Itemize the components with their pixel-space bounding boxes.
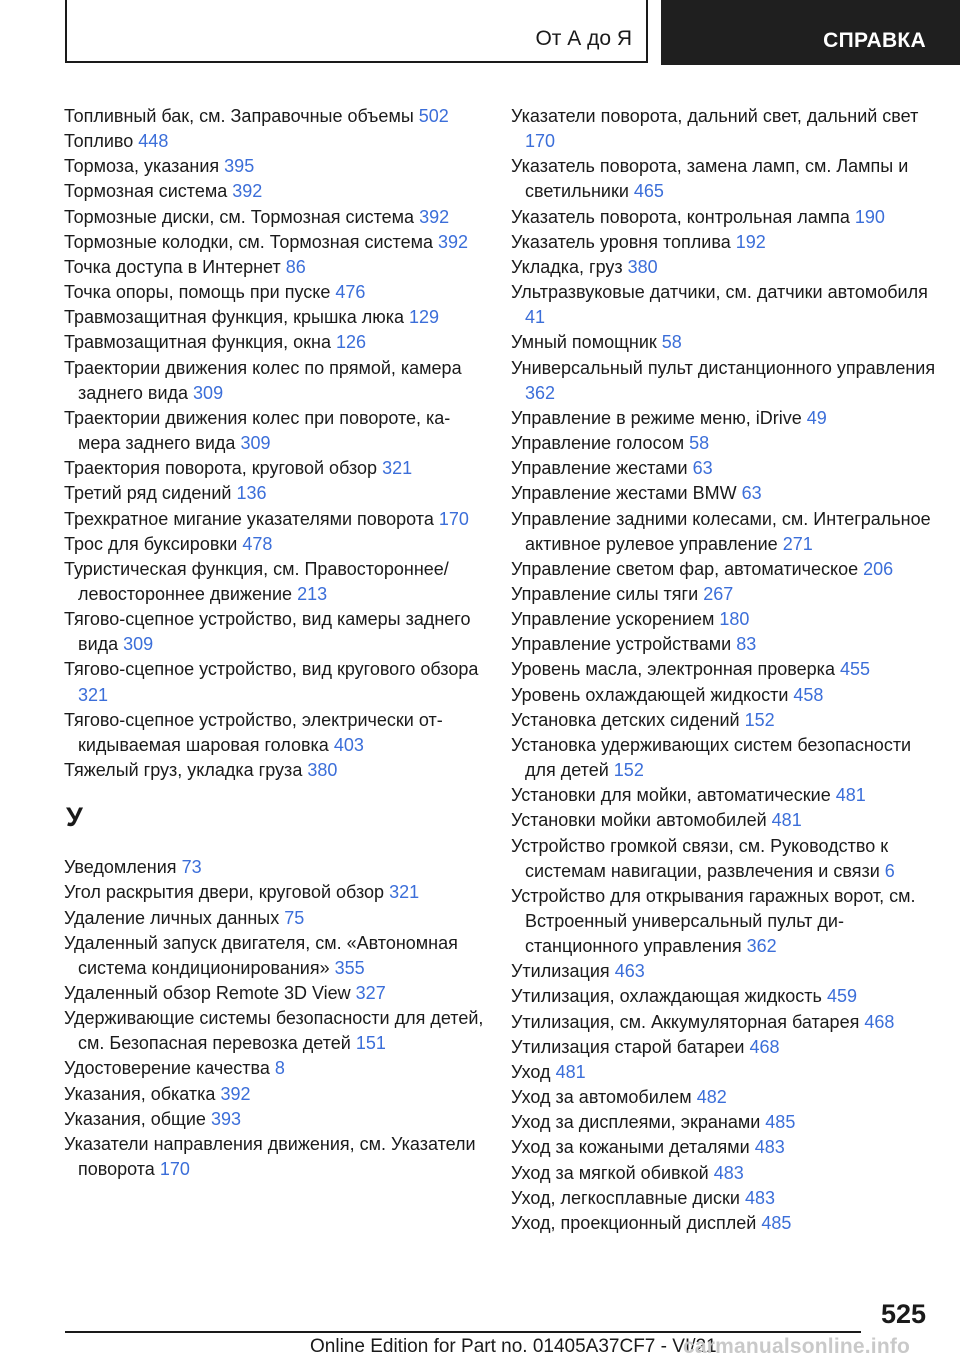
index-entry-text: Указатель поворота, контрольная лампа	[511, 206, 850, 227]
page-reference-link[interactable]: 170	[525, 131, 556, 152]
index-entry-text: Тягово-сцепное устройство, вид кругового обзора	[64, 659, 479, 680]
footer-divider	[65, 1331, 861, 1333]
page-reference-link[interactable]: 483	[744, 1187, 775, 1208]
index-entry-text: Установки для мойки, автоматические	[511, 785, 831, 806]
index-entry-text: Управление голосом	[511, 433, 685, 454]
index-entry-text: Точка опоры, помощь при пуске	[64, 282, 331, 303]
index-entry-text: Управление жестами	[511, 458, 688, 479]
index-entry-text: Установка детских сидений	[511, 709, 740, 730]
index-entry	[511, 356, 936, 406]
index-entry	[511, 607, 936, 632]
header-chapter-tab	[661, 0, 960, 65]
page-reference-link[interactable]: 321	[78, 684, 109, 705]
page-reference-link[interactable]: 485	[761, 1212, 792, 1233]
page-reference-link[interactable]: 481	[835, 785, 866, 806]
page-reference-link[interactable]: 380	[627, 256, 658, 277]
index-entry-text: Укладка, груз	[511, 256, 623, 277]
index-entry-text: Управление в режиме меню, iDrive	[511, 407, 802, 428]
index-entry-text: Травмозащитная функция, крышка люка	[64, 307, 404, 328]
index-entry	[511, 154, 936, 204]
page-reference-link[interactable]: 151	[355, 1033, 386, 1054]
page-reference-link[interactable]: 63	[692, 458, 713, 479]
index-entry	[64, 657, 484, 707]
index-entry-text: Тормозная система	[64, 181, 228, 202]
index-entry-text: Уведомления	[64, 857, 177, 878]
index-entry-text: Утилизация	[511, 961, 610, 982]
index-entry	[64, 104, 484, 129]
index-entry-text: Управление жестами BMW	[511, 483, 737, 504]
header-section-title: От А до Я	[535, 27, 632, 50]
page-reference-link[interactable]: 271	[782, 533, 813, 554]
index-entry	[64, 481, 484, 506]
index-entry-text: Управление задними колесами, см. Интегральное активное рулевое управление	[511, 508, 931, 554]
page-reference-link[interactable]: 309	[240, 433, 271, 454]
page-reference-link[interactable]: 355	[334, 957, 365, 978]
index-entry	[511, 959, 936, 984]
index-entry	[64, 305, 484, 330]
page-reference-link[interactable]: 459	[826, 986, 857, 1007]
index-entry	[511, 1161, 936, 1186]
page-number: 525	[880, 1299, 926, 1329]
index-entry	[64, 330, 484, 355]
index-entry-text: Уровень охлаждающей жидкости	[511, 684, 789, 705]
page-reference-link[interactable]: 49	[806, 407, 827, 428]
page-reference-link[interactable]: 170	[438, 508, 469, 529]
index-entry-text: Утилизация, охлаждающая жидкость	[511, 986, 822, 1007]
index-entry-text: Управление устройствами	[511, 634, 732, 655]
index-entry	[511, 481, 936, 506]
index-column-right	[511, 104, 936, 1236]
index-entry-text: Удаление личных данных	[64, 907, 280, 928]
index-entry-text: Трехкратное мигание указателями поворота	[64, 508, 434, 529]
index-entry-text: Туристическая функция, см. Правостороннее/ левостороннее движение	[64, 558, 449, 604]
page-reference-link[interactable]: 392	[232, 181, 263, 202]
index-list-t	[64, 104, 484, 783]
index-entry	[511, 330, 936, 355]
index-entry	[511, 205, 936, 230]
page-reference-link[interactable]: 448	[138, 131, 169, 152]
page-reference-link[interactable]: 213	[297, 583, 328, 604]
index-entry	[64, 855, 484, 880]
index-entry	[64, 1082, 484, 1107]
index-entry-text: Устройство для открывания гаражных ворот, см. Встроенный универсальный пульт дистанционного управления	[511, 885, 916, 957]
page-reference-link[interactable]: 309	[123, 634, 154, 655]
index-entry	[64, 1107, 484, 1132]
index-entry	[64, 179, 484, 204]
index-entry-text: Уход	[511, 1061, 551, 1082]
index-list-u	[64, 855, 484, 1182]
page-reference-link[interactable]: 309	[193, 382, 224, 403]
index-entry	[64, 255, 484, 280]
page-reference-link[interactable]: 192	[735, 231, 766, 252]
index-entry-text: Указатели поворота, дальний свет, дальний свет	[511, 106, 919, 126]
index-entry-text: Траектория поворота, круговой обзор	[64, 458, 378, 479]
index-entry-text: Указания, обкатка	[64, 1083, 216, 1104]
index-entry	[64, 981, 484, 1006]
page-reference-link[interactable]: 478	[242, 533, 273, 554]
watermark: carmanualsonline.info	[683, 1335, 911, 1358]
index-entry-text: Трос для буксировки	[64, 533, 238, 554]
index-entry	[511, 431, 936, 456]
page-reference-link[interactable]: 126	[336, 332, 367, 353]
index-entry	[511, 657, 936, 682]
index-entry-text: Траектории движения колес при повороте, камера заднего вида	[64, 407, 451, 454]
index-entry-text: Третий ряд сидений	[64, 483, 232, 504]
index-entry-text: Уход, легкосплавные диски	[511, 1187, 740, 1208]
index-entry	[64, 931, 484, 981]
page-reference-link[interactable]: 129	[409, 307, 440, 328]
index-entry	[511, 1211, 936, 1236]
page-reference-link[interactable]: 75	[284, 907, 305, 928]
page-reference-link[interactable]: 170	[159, 1159, 190, 1180]
index-entry	[64, 356, 484, 406]
index-entry-text: Установка удерживающих систем безопасности для детей	[511, 734, 912, 781]
index-entry	[64, 557, 484, 607]
index-entry-text: Травмозащитная функция, окна	[64, 332, 331, 353]
index-entry-text: Утилизация старой батареи	[511, 1036, 745, 1057]
page-reference-link[interactable]: 152	[744, 709, 775, 730]
index-entry	[64, 708, 484, 758]
index-entry	[64, 230, 484, 255]
page-reference-link[interactable]: 393	[210, 1108, 241, 1129]
page-reference-link[interactable]: 321	[382, 458, 413, 479]
page-reference-link[interactable]: 83	[736, 634, 757, 655]
section-letter: У	[66, 802, 83, 833]
index-entry-text: Тягово-сцепное устройство, электрически откидываемая шаровая головка	[64, 709, 443, 755]
page-reference-link[interactable]: 152	[613, 760, 644, 781]
index-entry-text: Уход, проекционный дисплей	[511, 1212, 757, 1233]
page-reference-link[interactable]: 455	[839, 659, 871, 680]
index-entry-text: Удаленный запуск двигателя, см. «Автономная система кондиционирования»	[64, 932, 458, 978]
page-reference-link[interactable]: 485	[765, 1112, 796, 1133]
footer-edition: Online Edition for Part no. 01405A37CF7 - VI/21	[310, 1336, 717, 1357]
index-entry	[64, 507, 484, 532]
page-reference-link[interactable]: 321	[389, 882, 420, 903]
page-reference-link[interactable]: 476	[335, 282, 366, 303]
index-column-left	[64, 104, 484, 1182]
index-entry-text: Топливо	[64, 131, 134, 152]
index-entry	[511, 733, 936, 783]
index-entry	[511, 456, 936, 481]
index-entry-text: Управление силы тяги	[511, 583, 699, 604]
page-reference-link[interactable]: 73	[181, 857, 202, 878]
page-reference-link[interactable]: 41	[525, 307, 546, 328]
index-entry	[64, 280, 484, 305]
page-reference-link[interactable]: 6	[884, 860, 895, 881]
index-entry	[511, 582, 936, 607]
page-reference-link[interactable]: 392	[438, 231, 469, 252]
index-entry-text: Установки мойки автомобилей	[511, 810, 767, 831]
index-entry	[511, 884, 936, 959]
index-entry	[511, 708, 936, 733]
page-reference-link[interactable]: 267	[703, 583, 734, 604]
index-entry-text: Универсальный пульт дистанционного управления	[511, 357, 936, 378]
index-entry	[511, 808, 936, 833]
index-entry	[511, 834, 936, 884]
page-reference-link[interactable]: 395	[224, 156, 255, 177]
index-entry-text: Тяжелый груз, укладка груза	[64, 760, 303, 781]
index-entry-text: Уход за автомобилем	[511, 1087, 692, 1108]
index-entry-text: Уровень масла, электронная проверка	[511, 659, 835, 680]
page-reference-link[interactable]: 136	[236, 483, 267, 504]
index-entry-text: Удерживающие системы безопасности для детей, см. Безопасная перевозка детей	[64, 1008, 484, 1054]
index-entry	[64, 456, 484, 481]
page-reference-link[interactable]: 481	[771, 810, 802, 831]
index-entry-text: Указания, общие	[64, 1108, 206, 1129]
page-reference-link[interactable]: 327	[355, 983, 386, 1003]
page-reference-link[interactable]: 392	[419, 206, 450, 227]
index-entry	[511, 632, 936, 657]
index-entry	[64, 906, 484, 931]
index-entry-text: Траектории движения колес по прямой, камера заднего вида	[64, 357, 462, 403]
index-entry-text: Тормозные колодки, см. Тормозная система	[64, 231, 433, 252]
index-entry	[511, 280, 936, 330]
index-entry-text: Удостоверение качества	[64, 1058, 270, 1079]
index-entry-text: Управление светом фар, автоматическое	[511, 558, 859, 579]
index-entry-text: Угол раскрытия двери, круговой обзор	[64, 882, 385, 903]
index-entry-text: Уход за дисплеями, экранами	[511, 1112, 761, 1133]
index-entry-text: Ультразвуковые датчики, см. датчики автомобиля	[511, 282, 928, 303]
page-reference-link[interactable]: 380	[307, 760, 338, 781]
page-reference-link[interactable]: 502	[418, 106, 449, 126]
index-entry	[511, 1110, 936, 1135]
index-entry-text: Умный помощник	[511, 332, 657, 353]
index-entry-text: Утилизация, см. Аккумуляторная батарея	[511, 1011, 860, 1032]
index-entry-text: Указатель поворота, замена ламп, см. Лампы и светильники	[511, 156, 909, 202]
index-entry	[511, 1186, 936, 1211]
index-entry	[64, 532, 484, 557]
index-entry-text: Устройство громкой связи, см. Руководство к системам навигации, развлечения и связи	[511, 835, 889, 881]
page-reference-link[interactable]: 463	[614, 961, 645, 982]
page-reference-link[interactable]: 362	[525, 382, 556, 403]
header-chapter-title: СПРАВКА	[823, 29, 926, 52]
index-entry-text: Точка доступа в Интернет	[64, 256, 281, 277]
index-entry-text: Тормозные диски, см. Тормозная система	[64, 206, 415, 227]
index-entry	[64, 1132, 484, 1182]
index-entry	[64, 607, 484, 657]
page-reference-link[interactable]: 8	[274, 1058, 285, 1079]
index-entry	[511, 406, 936, 431]
index-entry-text: Тормоза, указания	[64, 156, 220, 177]
index-entry	[64, 1056, 484, 1081]
page-reference-link[interactable]: 468	[864, 1011, 895, 1032]
index-entry	[511, 683, 936, 708]
page-reference-link[interactable]: 180	[719, 609, 750, 630]
page-reference-link[interactable]: 481	[555, 1061, 586, 1082]
index-entry	[64, 129, 484, 154]
index-entry	[511, 1135, 936, 1160]
index-entry-text: Уход за мягкой обивкой	[511, 1162, 709, 1183]
index-entry	[511, 1010, 936, 1035]
index-entry	[511, 507, 936, 557]
index-entry-text: Управление ускорением	[511, 609, 715, 630]
page-reference-link[interactable]: 190	[854, 206, 885, 227]
index-entry	[511, 230, 936, 255]
index-list-u-continued	[511, 104, 936, 1236]
index-entry	[64, 1006, 484, 1056]
page-reference-link[interactable]: 206	[863, 558, 894, 579]
index-entry	[511, 557, 936, 582]
index-entry	[511, 1035, 936, 1060]
index-entry	[511, 1085, 936, 1110]
page-reference-link[interactable]: 465	[633, 181, 664, 202]
index-entry	[511, 783, 936, 808]
index-entry	[64, 205, 484, 230]
index-entry	[64, 758, 484, 783]
page-reference-link[interactable]: 58	[689, 433, 710, 454]
index-entry	[511, 255, 936, 280]
index-entry-text: Удаленный обзор Remote 3D View	[64, 983, 351, 1003]
page-reference-link[interactable]: 362	[746, 936, 777, 957]
header-section-tab	[65, 0, 648, 63]
index-entry-text: Тягово-сцепное устройство, вид камеры заднего вида	[64, 609, 471, 655]
page-reference-link[interactable]: 468	[749, 1036, 780, 1057]
page-reference-link[interactable]: 403	[333, 734, 364, 755]
index-entry	[511, 984, 936, 1009]
page-reference-link[interactable]: 482	[696, 1087, 727, 1108]
page-reference-link[interactable]: 392	[220, 1083, 251, 1104]
index-entry-text: Уход за кожаными деталями	[511, 1137, 750, 1158]
page-reference-link[interactable]: 63	[741, 483, 762, 504]
index-entry	[64, 406, 484, 456]
index-entry	[64, 154, 484, 179]
index-entry	[64, 880, 484, 905]
page-reference-link[interactable]: 58	[661, 332, 682, 353]
page-reference-link[interactable]: 483	[754, 1137, 785, 1158]
index-entry-text: Указатель уровня топлива	[511, 231, 731, 252]
index-entry	[511, 104, 936, 154]
page-reference-link[interactable]: 483	[713, 1162, 744, 1183]
page-reference-link[interactable]: 458	[793, 684, 824, 705]
index-entry-text: Топливный бак, см. Заправочные объемы	[64, 106, 414, 126]
page-reference-link[interactable]: 86	[285, 256, 306, 277]
index-entry-text: Указатели направления движения, см. Указатели поворота	[64, 1133, 476, 1180]
index-entry	[511, 1060, 936, 1085]
